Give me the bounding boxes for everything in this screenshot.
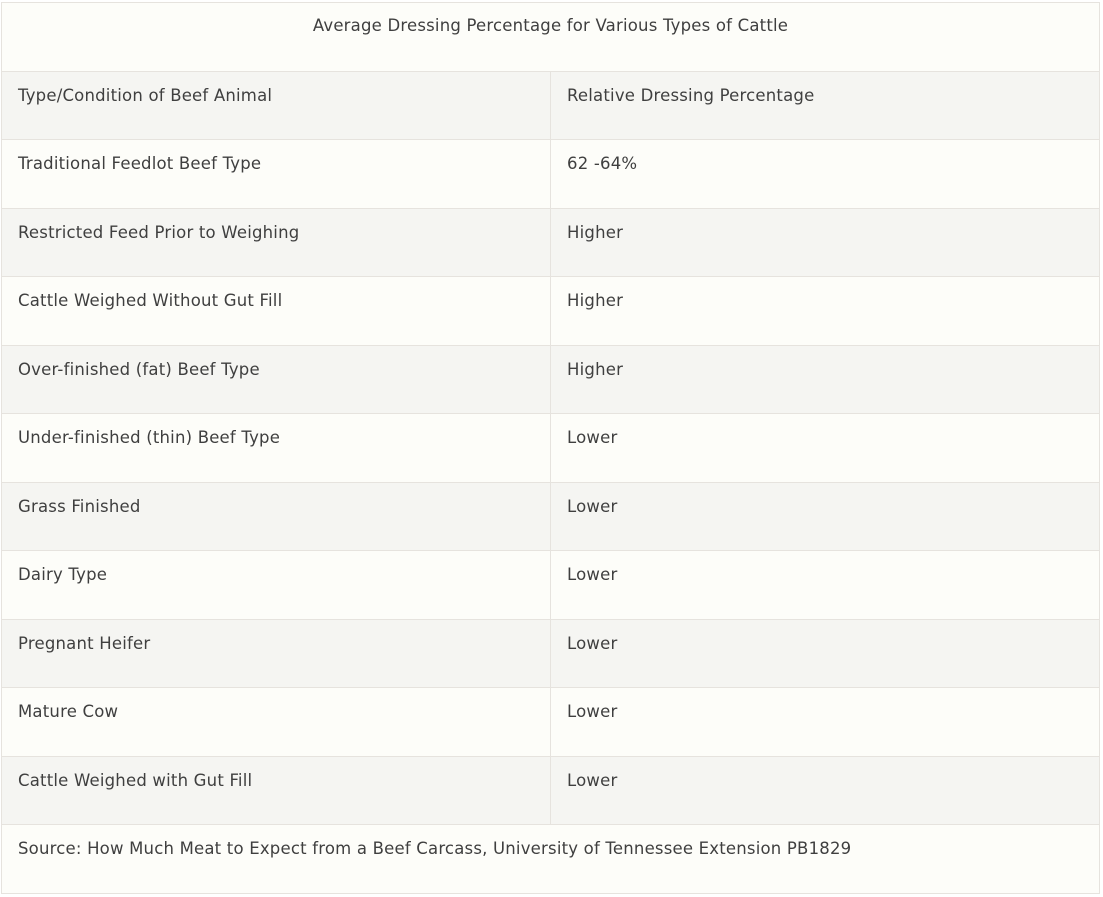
cell-type: Grass Finished (2, 482, 551, 551)
table-row (2, 208, 1099, 277)
cell-type: Pregnant Heifer (2, 619, 551, 688)
cell-percentage: Lower (551, 688, 1100, 757)
table-source-row (2, 825, 1099, 893)
table-row (2, 482, 1099, 551)
cell-percentage: Lower (551, 482, 1100, 551)
cell-type: Under-finished (thin) Beef Type (2, 414, 551, 483)
cell-percentage: Lower (551, 551, 1100, 620)
cell-percentage: Higher (551, 277, 1100, 346)
cell-type: Dairy Type (2, 551, 551, 620)
cell-percentage: Higher (551, 345, 1100, 414)
cell-type: Cattle Weighed with Gut Fill (2, 756, 551, 825)
cell-type: Cattle Weighed Without Gut Fill (2, 277, 551, 346)
source-citation: Source: How Much Meat to Expect from a Beef Carcass, University of Tennessee Extension PB1829 (2, 825, 1099, 893)
table-row (2, 277, 1099, 346)
cell-type: Mature Cow (2, 688, 551, 757)
table-header-row (2, 71, 1099, 140)
cell-percentage: Higher (551, 208, 1100, 277)
cell-type: Over-finished (fat) Beef Type (2, 345, 551, 414)
cell-type: Restricted Feed Prior to Weighing (2, 208, 551, 277)
table-row (2, 414, 1099, 483)
table-row (2, 688, 1099, 757)
cell-type: Traditional Feedlot Beef Type (2, 140, 551, 209)
table-row (2, 619, 1099, 688)
data-table (2, 3, 1099, 893)
cell-percentage: Lower (551, 414, 1100, 483)
cell-percentage: Lower (551, 619, 1100, 688)
cell-percentage: 62 -64% (551, 140, 1100, 209)
table-caption-row (2, 3, 1099, 71)
cell-percentage: Lower (551, 756, 1100, 825)
table-row (2, 756, 1099, 825)
header-type-condition: Type/Condition of Beef Animal (2, 71, 551, 140)
table-row (2, 551, 1099, 620)
table-row (2, 140, 1099, 209)
table-caption: Average Dressing Percentage for Various Types of Cattle (2, 3, 1099, 71)
dressing-percentage-table (1, 2, 1100, 894)
header-relative-dressing: Relative Dressing Percentage (551, 71, 1100, 140)
table-row (2, 345, 1099, 414)
